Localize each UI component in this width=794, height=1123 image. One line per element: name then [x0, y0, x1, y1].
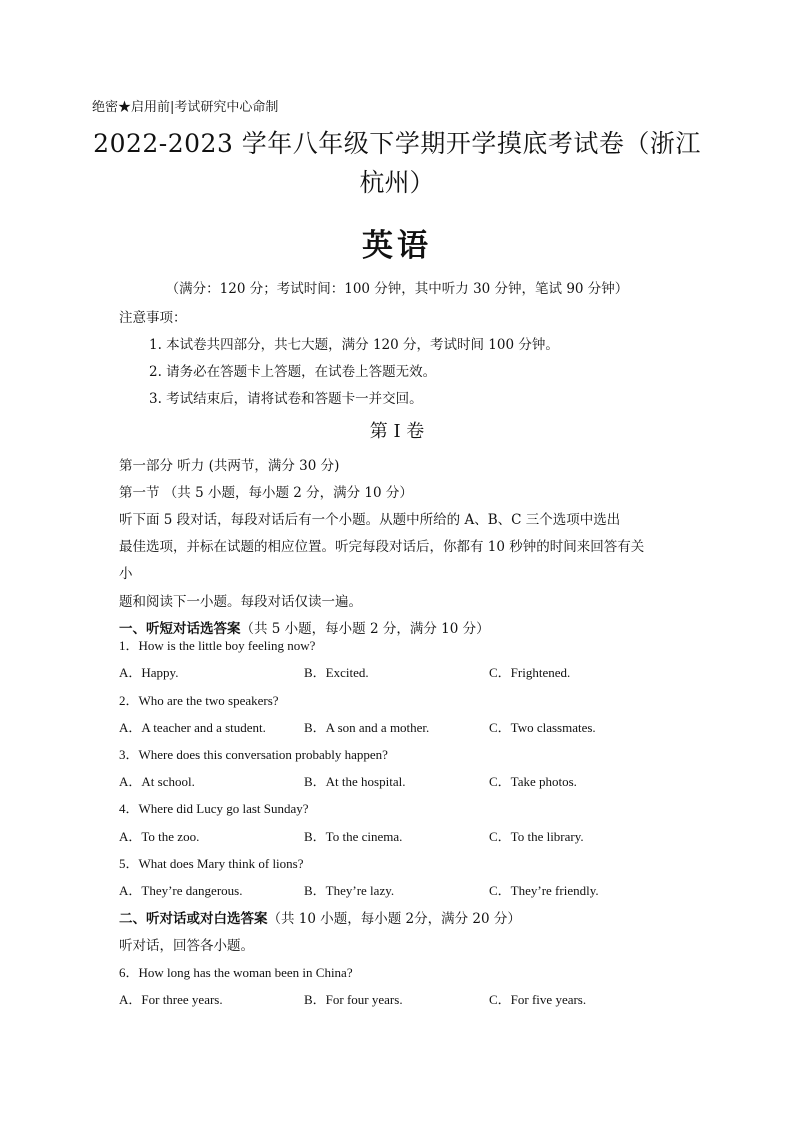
question: 3．Where does this conversation probably happen?: [119, 747, 388, 762]
confidential-header: 绝密★启用前|考试研究中心命制: [92, 100, 279, 115]
section-a-heading-rest: （共 5 小题，每小题 2 分，满分 10 分）: [240, 621, 490, 637]
question: 2．Who are the two speakers?: [119, 693, 279, 708]
notice-item: 3. 考试结束后，请将试卷和答题卡一并交回。: [149, 391, 423, 407]
option-b: B．For four years.: [304, 992, 403, 1007]
notice-item: 1. 本试卷共四部分，共七大题，满分 120 分，考试时间 100 分钟。: [149, 337, 559, 353]
option-a: A．A teacher and a student.: [119, 720, 266, 735]
instruction-line: 题和阅读下一小题。每段对话仅读一遍。: [119, 594, 362, 610]
option-b: B．A son and a mother.: [304, 720, 430, 735]
instruction-line: 最佳选项，并标在试题的相应位置。听完每段对话后，你都有 10 秒钟的时间来回答有关: [119, 539, 645, 555]
part-title: 第一部分 听力 (共两节，满分 30 分): [119, 458, 340, 474]
section-a-heading: [119, 617, 490, 637]
option-c: C．Take photos.: [489, 774, 577, 789]
notice-item: 2. 请务必在答题卡上答题，在试卷上答题无效。: [149, 364, 437, 380]
option-c: C．Two classmates.: [489, 720, 596, 735]
option-c: C．To the library.: [489, 829, 584, 844]
notice-heading: 注意事项：: [119, 310, 187, 326]
subject-title: 英语: [362, 228, 432, 264]
volume-heading: 第 I 卷: [369, 421, 425, 442]
section-b-heading-bold: 二、听对话或对白选答案: [119, 911, 268, 927]
option-a: A．For three years.: [119, 992, 223, 1007]
section-b-heading: [119, 907, 521, 927]
section-b-instruction: 听对话，回答各小题。: [119, 938, 254, 954]
score-info: （满分：120 分；考试时间：100 分钟，其中听力 30 分钟，笔试 90 分钟）: [165, 281, 629, 297]
section-b-heading-rest: （共 10 小题，每小题 2分，满分 20 分）: [267, 911, 521, 927]
question: 1．How is the little boy feeling now?: [119, 638, 316, 653]
option-a: A．To the zoo.: [119, 829, 200, 844]
option-b: B．Excited.: [304, 665, 369, 680]
exam-title-line1: 2022-2023 学年八年级下学期开学摸底考试卷（浙江: [93, 129, 701, 158]
option-b: B．To the cinema.: [304, 829, 403, 844]
option-c: C．They’re friendly.: [489, 883, 599, 898]
option-c: C．For five years.: [489, 992, 587, 1007]
option-a: A．Happy.: [119, 665, 179, 680]
question: 6．How long has the woman been in China?: [119, 965, 353, 980]
option-a: A．At school.: [119, 774, 195, 789]
exam-title-line2: 杭州）: [359, 168, 435, 197]
instruction-line: 小: [119, 566, 133, 582]
section-a-heading-bold: 一、听短对话选答案: [119, 621, 241, 637]
option-a: A．They’re dangerous.: [119, 883, 243, 898]
instruction-line: 听下面 5 段对话，每段对话后有一个小题。从题中所给的 A、B、C 三个选项中选出: [119, 512, 621, 528]
question: 4．Where did Lucy go last Sunday?: [119, 801, 309, 816]
option-c: C．Frightened.: [489, 665, 571, 680]
option-b: B．At the hospital.: [304, 774, 406, 789]
question: 5．What does Mary think of lions?: [119, 856, 304, 871]
option-b: B．They’re lazy.: [304, 883, 395, 898]
section-title: 第一节 （共 5 小题，每小题 2 分，满分 10 分）: [119, 485, 413, 501]
